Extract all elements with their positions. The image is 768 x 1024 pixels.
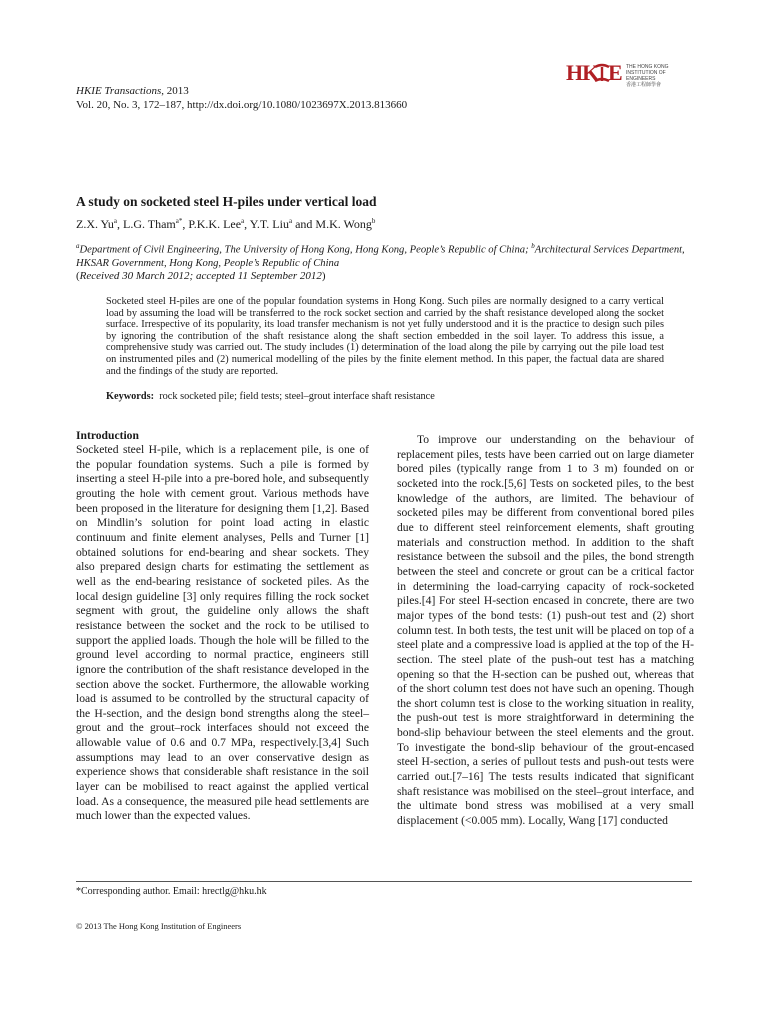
logo-letters-hk: HK xyxy=(566,60,599,85)
affiliations xyxy=(76,240,696,270)
author-affil-marker: a xyxy=(241,217,245,225)
affil-a-marker: a xyxy=(76,242,80,250)
author-name: P.K.K. Lee xyxy=(188,217,242,231)
hkie-logo xyxy=(566,58,694,88)
author-name: M.K. Wong xyxy=(315,217,372,231)
body-left-column: Socketed steel H-pile, which is a replacement pile, is one of the popular foundation systems. Such a pile is formed by inserting a steel H-pile into a pre-bored hole, and subsequently grouting the hole with cement grout. Various methods have been proposed in the literature for designing them [1,2]. Based on Mindlin’s solution for point load acting in elastic continuum and finite element analyses, Pells and Turner [1] obtained solutions for end-bearing and shear sockets. They also prepared design charts for estimating the settlement as well as the end-bearing resistance of socketed piles. As the local design guideline [3] only requires filling the rock socket segment with grout, the guideline only allows the shaft resistance between the socket and the rock to be utilised to support the applied loads. Though the hole will be filled to the ground level according to normal practice, engineers still ignore the contribution of the shaft resistance developed in the section above the socket. Furthermore, the allowable working load is assumed to be controlled by the structural capacity of the H-section, and the design bond strengths along the steel–grout and the grout–rock interfaces should not exceed the allowable value of 0.6 and 0.7 MPa, respectively.[3,4] Such assumptions may lead to an over conservative design as experience shows that considerable shaft resistance in the soil layer can be mobilised to react against the applied vertical load. As a consequence, the measured pile head settlements are much lower than the expected values. xyxy=(76,443,369,823)
author-list xyxy=(76,217,375,232)
logo-text-en: THE HONG KONG INSTITUTION OF ENGINEERS xyxy=(626,64,669,82)
author-affil-marker: b xyxy=(371,217,376,225)
keywords xyxy=(106,391,666,402)
received-text: Received 30 March 2012; accepted 11 September 2012 xyxy=(79,270,322,282)
logo-letter-e: E xyxy=(608,60,623,85)
citation-line: Vol. 20, No. 3, 172–187, http://dx.doi.org/10.1080/1023697X.2013.813660 xyxy=(76,99,408,111)
affiliation-a: Department of Civil Engineering, The University of Hong Kong, Hong Kong, People’s Republic of China; xyxy=(79,244,532,256)
author-separator: , xyxy=(244,217,250,231)
abstract: Socketed steel H-piles are one of the popular foundation systems in Hong Kong. Such piles are normally designed to a carry vertical load by assuming the load will be transferred to the rock socket section and carried by the shaft resistance developed along the socket surface. Irrespective of its popularity, its load transfer mechanism is not yet fully understood and it is the practice to design such piles by ignoring the contribution of the shaft resistance along the shaft section embedded in the soil layer. To address this issue, a comprehensive study was carried out. The study includes (1) determination of the load along the pile by carrying out the pile load test on instrumented piles and (2) numerical modelling of the piles by the finite element method. In this paper, the factual data are shared and the findings of the study are reported. xyxy=(106,296,664,377)
keywords-text: rock socketed pile; field tests; steel–grout interface shaft resistance xyxy=(159,391,435,402)
author-affil-marker: a xyxy=(113,217,117,225)
affil-b-marker: b xyxy=(531,242,535,250)
logo-text xyxy=(626,64,696,88)
footnote-divider xyxy=(76,881,692,882)
section-heading-introduction: Introduction xyxy=(76,429,139,442)
author-name: Z.X. Yu xyxy=(76,217,114,231)
author-affil-marker: a xyxy=(288,217,293,225)
journal-year: , 2013 xyxy=(161,85,189,97)
author-separator: , xyxy=(117,217,123,231)
body-right-column: To improve our understanding on the behaviour of replacement piles, tests have been carried out on large diameter bored piles (typically range from 1 to 3 m) founded on or socketed into the rock.[5,6] Tests on socketed piles, to the best knowledge of the authors, are limited. The behaviour of socketed piles may be different from conventional bored piles due to different steel reinforcement elements, shaft grouting materials and construction method. In addition to the shaft resistance between the subsoil and the piles, the bond strength between the steel and concrete or grout can be a critical factor in determining the load-carrying capacity of rock-socketed piles.[4] For steel H-section encased in concrete, there are two major types of the bond tests: (1) push-out test and (2) short column test. In both tests, the test unit will be placed on top of a steel plate and a compressive load is applied at the top of the H-section. The steel plate of the push-out test has a matching opening so that the H-section can be pushed out, whereas that of the short column test does not have such an opening. Though the short column test is close to the working situation in reality, the push-out test is more straightforward in determining the bond-slip behaviour between the steel elements and the grout. To investigate the bond-slip behaviour of the grout-encased steel H-section, a series of pullout tests and push-out tests were carried out.[7–16] The tests results indicated that significant shaft resistance was mobilised on the steel–grout interface, and the ultimate bond stress was mobilised at a very small displacement (<0.005 mm). Locally, Wang [17] conducted xyxy=(397,433,694,828)
author-affil-marker: a* xyxy=(175,217,183,225)
journal-header xyxy=(76,84,407,112)
author-separator: and xyxy=(292,217,316,231)
article-title: A study on socketed steel H-piles under vertical load xyxy=(76,194,377,209)
keywords-label: Keywords: xyxy=(106,391,155,402)
corresponding-author-footnote: *Corresponding author. Email: hrectlg@hku.hk xyxy=(76,886,267,897)
author-name: Y.T. Liu xyxy=(249,217,289,231)
received-dates: (Received 30 March 2012; accepted 11 September 2012) xyxy=(76,270,326,282)
logo-text-zh: 香港工程師學會 xyxy=(626,82,662,88)
copyright-notice: © 2013 The Hong Kong Institution of Engineers xyxy=(76,921,242,931)
author-separator: , xyxy=(182,217,189,231)
author-name: L.G. Tham xyxy=(123,217,176,231)
journal-name: HKIE Transactions xyxy=(76,85,162,97)
affiliation-b: Architectural Services Department, HKSAR Government, Hong Kong, People’s Republic of China xyxy=(76,244,685,269)
